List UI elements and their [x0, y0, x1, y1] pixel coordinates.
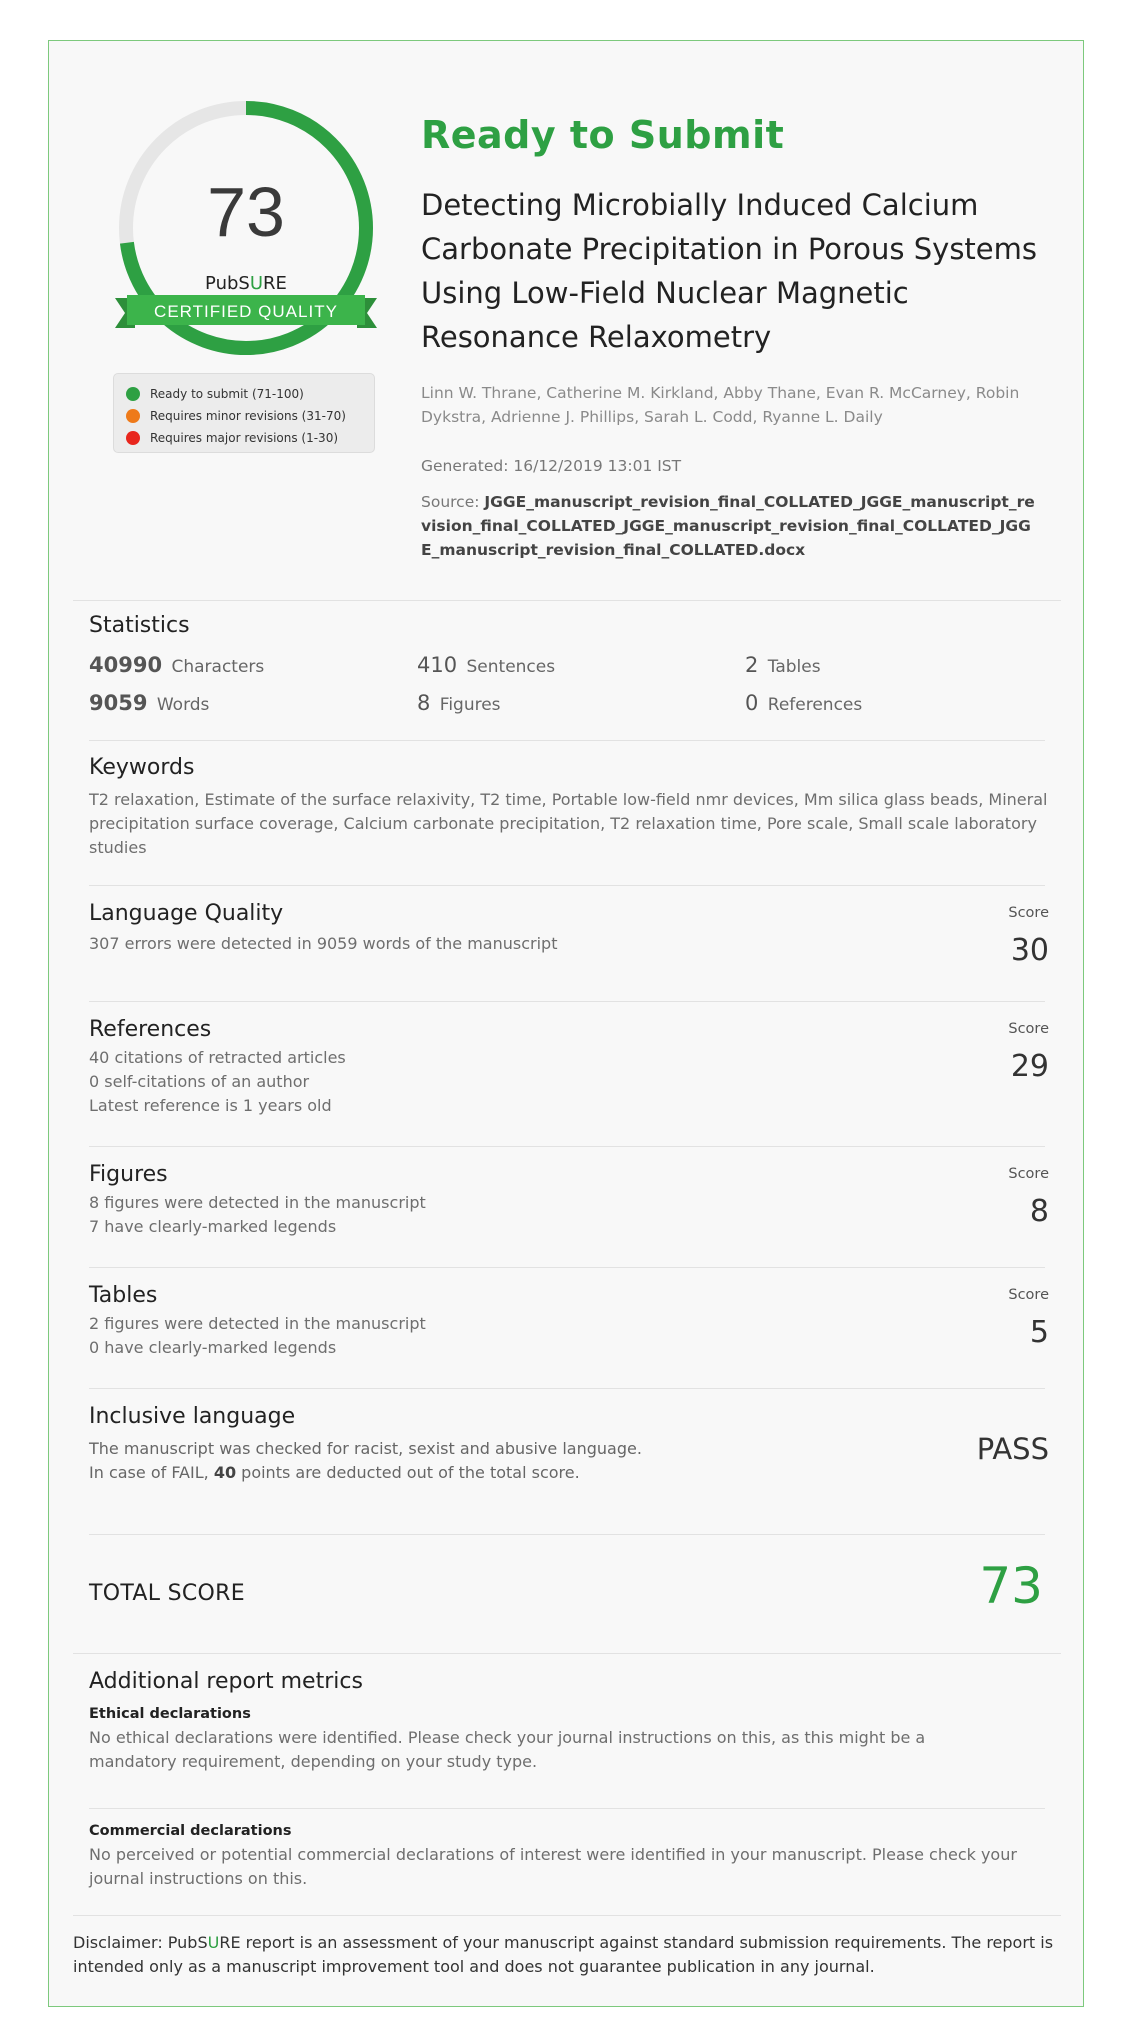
references-line: 0 self-citations of an author [89, 1072, 310, 1091]
language-quality-section [89, 901, 1049, 1001]
legend-label: Requires major revisions (1-30) [150, 431, 339, 445]
figures-line: 8 figures were detected in the manuscript [89, 1193, 426, 1212]
total-score-value: 73 [979, 1557, 1043, 1615]
tables-line: 2 figures were detected in the manuscript [89, 1314, 426, 1333]
section-title: Keywords [89, 755, 195, 780]
figures-score: 8 [1029, 1194, 1049, 1229]
inclusive-language-section [89, 1404, 1049, 1534]
legend-item-minor [126, 405, 374, 427]
score-label: Score [1008, 1287, 1049, 1303]
divider [89, 1808, 1045, 1809]
divider [89, 1001, 1045, 1002]
legend-label: Requires minor revisions (31-70) [150, 409, 346, 423]
additional-metrics-section [89, 1669, 1049, 1774]
badge-score: 73 [207, 173, 285, 251]
pubsure-logo-text: PubSURE [205, 273, 287, 294]
divider [89, 885, 1045, 886]
submission-status: Ready to Submit [421, 113, 785, 157]
score-label: Score [1008, 1166, 1049, 1182]
language-detail: 307 errors were detected in 9059 words of the manuscript [89, 934, 558, 953]
divider [89, 1146, 1045, 1147]
divider [89, 1534, 1045, 1535]
legend-item-major [126, 427, 374, 449]
ribbon-text: CERTIFIED QUALITY [154, 302, 338, 321]
references-section [89, 1017, 1049, 1147]
stat-figures: 8 Figures [417, 691, 501, 715]
section-title: Language Quality [89, 901, 284, 926]
green-dot-icon [126, 387, 140, 401]
stat-characters: 40990 Characters [89, 653, 265, 677]
divider [73, 600, 1061, 601]
ethical-declarations-label: Ethical declarations [89, 1706, 251, 1722]
ethical-declarations-text: No ethical declarations were identified. Please check your journal instructions on this, as this might be a mandatory requirement, depending on your study type. [89, 1728, 926, 1771]
keywords-text: T2 relaxation, Estimate of the surface relaxivity, T2 time, Portable low-field nmr devices, Mm silica glass beads, Mineral precipitation surface coverage, Calcium carbonate precipitation, T2 relaxation time, Pore scale, Small scale laboratory studies [89, 790, 1048, 857]
report-header [49, 41, 1083, 596]
figures-line: 7 have clearly-marked legends [89, 1217, 337, 1236]
section-title: Statistics [89, 613, 190, 638]
statistics-section [89, 613, 1049, 638]
section-title: References [89, 1017, 212, 1042]
references-line: Latest reference is 1 years old [89, 1096, 332, 1115]
orange-dot-icon [126, 409, 140, 423]
score-label: Score [1008, 905, 1049, 921]
manuscript-title: Detecting Microbially Induced Calcium Carbonate Precipitation in Porous Systems Using Low-Field Nuclear Magnetic Resonance Relaxometry [421, 188, 1037, 354]
section-title: Inclusive language [89, 1404, 296, 1429]
section-title: Tables [89, 1283, 158, 1308]
section-title: Figures [89, 1162, 168, 1187]
commercial-declarations-section [89, 1823, 1049, 1891]
divider [89, 1267, 1045, 1268]
red-dot-icon [126, 431, 140, 445]
source-file: Source: JGGE_manuscript_revision_final_COLLATED_JGGE_manuscript_revision_final_COLLATED_JGGE_manuscript_revision_final_COLLATED_JGGE_manuscript_revision_final_COLLATED.docx [421, 493, 1035, 559]
total-score-label: TOTAL SCORE [89, 1581, 245, 1606]
score-legend [113, 373, 375, 453]
divider [89, 740, 1045, 741]
commercial-declarations-text: No perceived or potential commercial declarations of interest were identified in your manuscript. Please check your journal instructions on this. [89, 1845, 1017, 1888]
tables-line: 0 have clearly-marked legends [89, 1338, 337, 1357]
stat-references: 0 References [745, 691, 863, 715]
legend-label: Ready to submit (71-100) [150, 387, 304, 401]
inclusive-result: PASS [976, 1432, 1049, 1466]
divider [73, 1915, 1061, 1916]
tables-score: 5 [1029, 1315, 1049, 1350]
report-frame [48, 40, 1084, 2007]
divider [73, 1653, 1061, 1654]
divider [89, 1388, 1045, 1389]
certified-quality-badge [111, 93, 381, 363]
stat-words: 9059 Words [89, 691, 210, 715]
section-title: Additional report metrics [89, 1669, 363, 1694]
references-line: 40 citations of retracted articles [89, 1048, 346, 1067]
references-score: 29 [1010, 1049, 1049, 1084]
language-score: 30 [1010, 933, 1049, 968]
keywords-section [89, 755, 1049, 860]
score-label: Score [1008, 1021, 1049, 1037]
commercial-declarations-label: Commercial declarations [89, 1823, 292, 1839]
legend-item-ready [126, 383, 374, 405]
disclaimer: Disclaimer: PubSURE report is an assessment of your manuscript against standard submission requirements. The report is intended only as a manuscript improvement tool and does not guarantee publication in any journal. [73, 1933, 1054, 1976]
tables-section [89, 1283, 1049, 1383]
stat-sentences: 410 Sentences [417, 653, 556, 677]
figures-section [89, 1162, 1049, 1262]
stat-tables: 2 Tables [745, 653, 821, 677]
generated-timestamp: Generated: 16/12/2019 13:01 IST [421, 457, 682, 475]
inclusive-text: The manuscript was checked for racist, sexist and abusive language. In case of FAIL, 40 points are deducted out of the total score. [89, 1439, 642, 1482]
author-list: Linn W. Thrane, Catherine M. Kirkland, Abby Thane, Evan R. McCarney, Robin Dykstra, Adrienne J. Phillips, Sarah L. Codd, Ryanne L. Daily [421, 384, 1020, 426]
